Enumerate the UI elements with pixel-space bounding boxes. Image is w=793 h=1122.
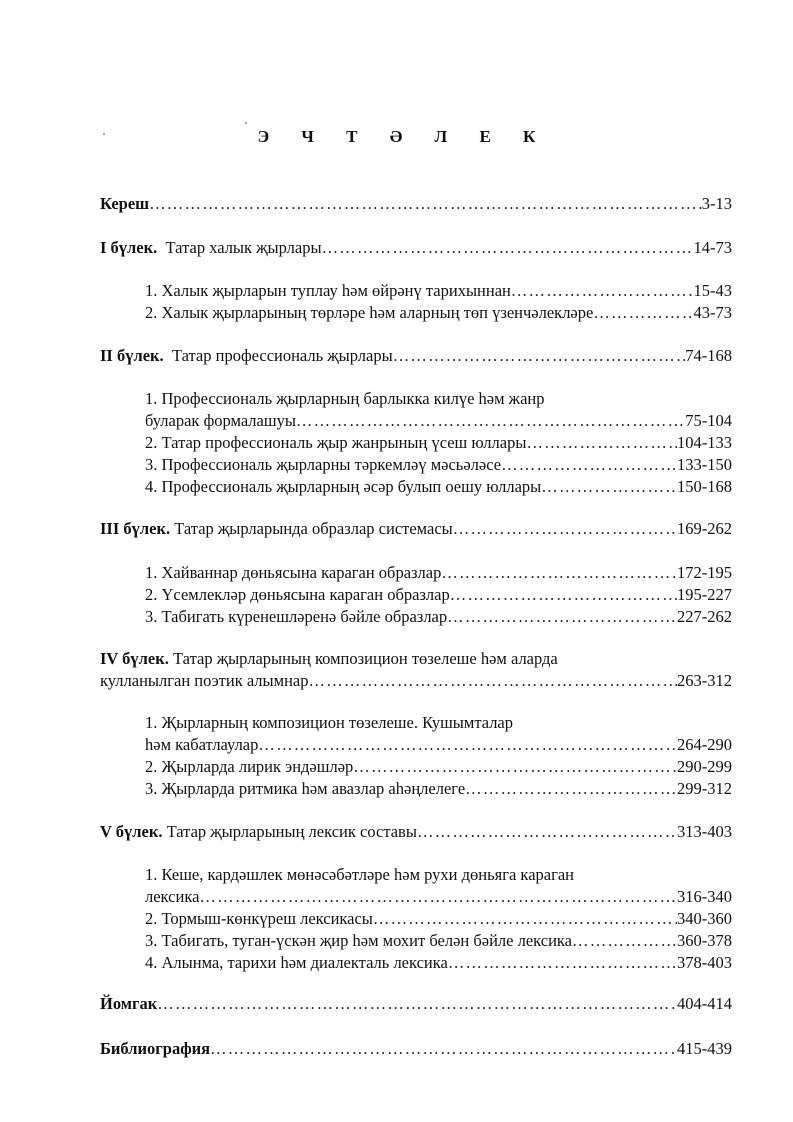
toc-subentry-line1: 1. Профессиональ җырларның барлыкка килүе һәм жанр	[145, 389, 545, 408]
scan-speck	[103, 133, 105, 135]
chapter-prefix: V бүлек.	[100, 822, 163, 841]
entry-label: Кереш	[100, 194, 150, 213]
page-range: 43-73	[693, 303, 732, 322]
leader-dots	[453, 518, 677, 540]
entry-label: 3. Профессиональ җырларны тәркемләү мәсьәләсе	[145, 455, 502, 474]
toc-subentry	[145, 476, 732, 498]
page-range: 75-104	[685, 411, 732, 430]
toc-subentry	[145, 562, 732, 584]
page-range: 195-227	[677, 585, 732, 604]
toc-subentry	[145, 886, 732, 908]
page-range: 290-299	[677, 757, 732, 776]
page-range: 404-414	[677, 994, 732, 1013]
page-range: 340-360	[677, 909, 732, 928]
leader-dots	[501, 454, 677, 476]
toc-subentry	[145, 952, 732, 974]
page-title: Э Ч Т Ә Л Е К	[257, 127, 550, 146]
leader-dots	[393, 345, 686, 367]
toc-subentry	[145, 410, 732, 432]
toc-subentry	[145, 280, 732, 302]
page-range: 169-262	[677, 519, 732, 538]
toc-subentry	[145, 302, 732, 324]
toc-entry-chapter-3	[100, 518, 732, 540]
page-range: 150-168	[677, 477, 732, 496]
entry-label: 4. Профессиональ җырларның әсәр булып оешу юллары	[145, 477, 542, 496]
page-range: 299-312	[677, 779, 732, 798]
leader-dots	[296, 410, 685, 432]
leader-dots	[199, 886, 677, 908]
page-range: 74-168	[685, 346, 732, 365]
page-range: 3-13	[701, 194, 732, 213]
leader-dots	[308, 670, 677, 692]
entry-label-line1: Татар җырларының композицион төзелеше һәм аларда	[173, 649, 558, 668]
toc-entry-bibliography	[100, 1038, 732, 1060]
entry-label: Татар җырларының лексик составы	[166, 822, 417, 841]
leader-dots	[322, 237, 694, 259]
toc-entry-chapter-2	[100, 345, 732, 367]
entry-label: 2. Тормыш-көнкүреш лексикасы	[145, 909, 373, 928]
toc-entry-intro	[100, 193, 732, 215]
entry-label: 3. Табигать күренешләренә бәйле образлар	[145, 607, 448, 626]
toc-subentry	[145, 454, 732, 476]
leader-dots	[572, 930, 677, 952]
toc-subentry	[145, 756, 732, 778]
page-range: 227-262	[677, 607, 732, 626]
leader-dots	[353, 756, 677, 778]
leader-dots	[210, 1038, 677, 1060]
toc-subentry	[145, 584, 732, 606]
toc-subentry	[145, 930, 732, 952]
leader-dots	[441, 562, 677, 584]
leader-dots	[373, 908, 677, 930]
chapter-prefix: III бүлек.	[100, 519, 171, 538]
entry-label: 3. Табигать, туган-үскән җир һәм мохит белән бәйле лексика	[145, 931, 572, 950]
toc-subentry	[145, 908, 732, 930]
entry-label: 4. Алынма, тарихи һәм диалекталь лексика	[145, 953, 448, 972]
entry-label: Йомгак	[100, 994, 158, 1013]
leader-dots	[541, 476, 677, 498]
leader-dots	[511, 280, 694, 302]
entry-label: 3. Җырларда ритмика һәм авазлар аһәңлелеге	[145, 779, 466, 798]
leader-dots	[447, 606, 677, 628]
leader-dots	[450, 584, 677, 606]
page-range: 313-403	[677, 822, 732, 841]
entry-label: Татар халык җырлары	[165, 238, 322, 257]
toc-subentry-line1: 1. Кеше, кардәшлек мөнәсәбәтләре һәм рухи дөньяга караган	[145, 865, 575, 884]
leader-dots	[149, 193, 702, 215]
chapter-prefix: IV бүлек.	[100, 649, 169, 668]
toc-entry-conclusion	[100, 993, 732, 1015]
chapter-prefix: II бүлек.	[100, 346, 164, 365]
page-range: 415-439	[677, 1039, 732, 1058]
toc-entry-chapter-5	[100, 821, 732, 843]
toc-entry-chapter-4	[100, 670, 732, 692]
toc-subentry	[145, 432, 732, 454]
toc-subentry	[145, 778, 732, 800]
toc-subentry-line1: 1. Җырларның композицион төзелеше. Кушымталар	[145, 713, 514, 732]
leader-dots	[417, 821, 677, 843]
leader-dots	[593, 302, 693, 324]
entry-label: 2. Үсемлекләр дөньясына караган образлар	[145, 585, 450, 604]
entry-label: Татар җырларында образлар системасы	[174, 519, 453, 538]
toc-entry-chapter-1	[100, 237, 732, 259]
toc-subentry	[145, 606, 732, 628]
leader-dots	[157, 993, 677, 1015]
chapter-prefix: I бүлек.	[100, 238, 158, 257]
scan-speck	[245, 122, 247, 124]
page-range: 263-312	[677, 671, 732, 690]
entry-label: 1. Халык җырларын туплау һәм өйрәнү тарихыннан	[145, 281, 511, 300]
page-range: 360-378	[677, 931, 732, 950]
page-range: 104-133	[677, 433, 732, 452]
leader-dots	[526, 432, 677, 454]
entry-label: һәм кабатлаулар	[145, 735, 259, 754]
entry-label: Татар профессиональ җырлары	[171, 346, 393, 365]
page-range: 378-403	[677, 953, 732, 972]
page-range: 172-195	[677, 563, 732, 582]
entry-label: буларак формалашуы	[145, 411, 296, 430]
page-range: 264-290	[677, 735, 732, 754]
entry-label: Библиография	[100, 1039, 211, 1058]
leader-dots	[448, 952, 677, 974]
entry-label: 2. Җырларда лирик эндәшләр	[145, 757, 354, 776]
leader-dots	[258, 734, 677, 756]
leader-dots	[465, 778, 677, 800]
entry-label: 2. Халык җырларының төрләре һәм аларның төп үзенчәлекләре	[145, 303, 594, 322]
page-range: 15-43	[693, 281, 732, 300]
toc-entry-chapter-4-line1	[100, 648, 558, 670]
page-range: 316-340	[677, 887, 732, 906]
entry-label: 2. Татар профессиональ җыр жанрының үсеш юллары	[145, 433, 527, 452]
page-range: 133-150	[677, 455, 732, 474]
entry-label: кулланылган поэтик алымнар	[100, 671, 309, 690]
toc-subentry	[145, 734, 732, 756]
entry-label: лексика	[145, 887, 200, 906]
entry-label: 1. Хайваннар дөньясына караган образлар	[145, 563, 442, 582]
page-range: 14-73	[693, 238, 732, 257]
